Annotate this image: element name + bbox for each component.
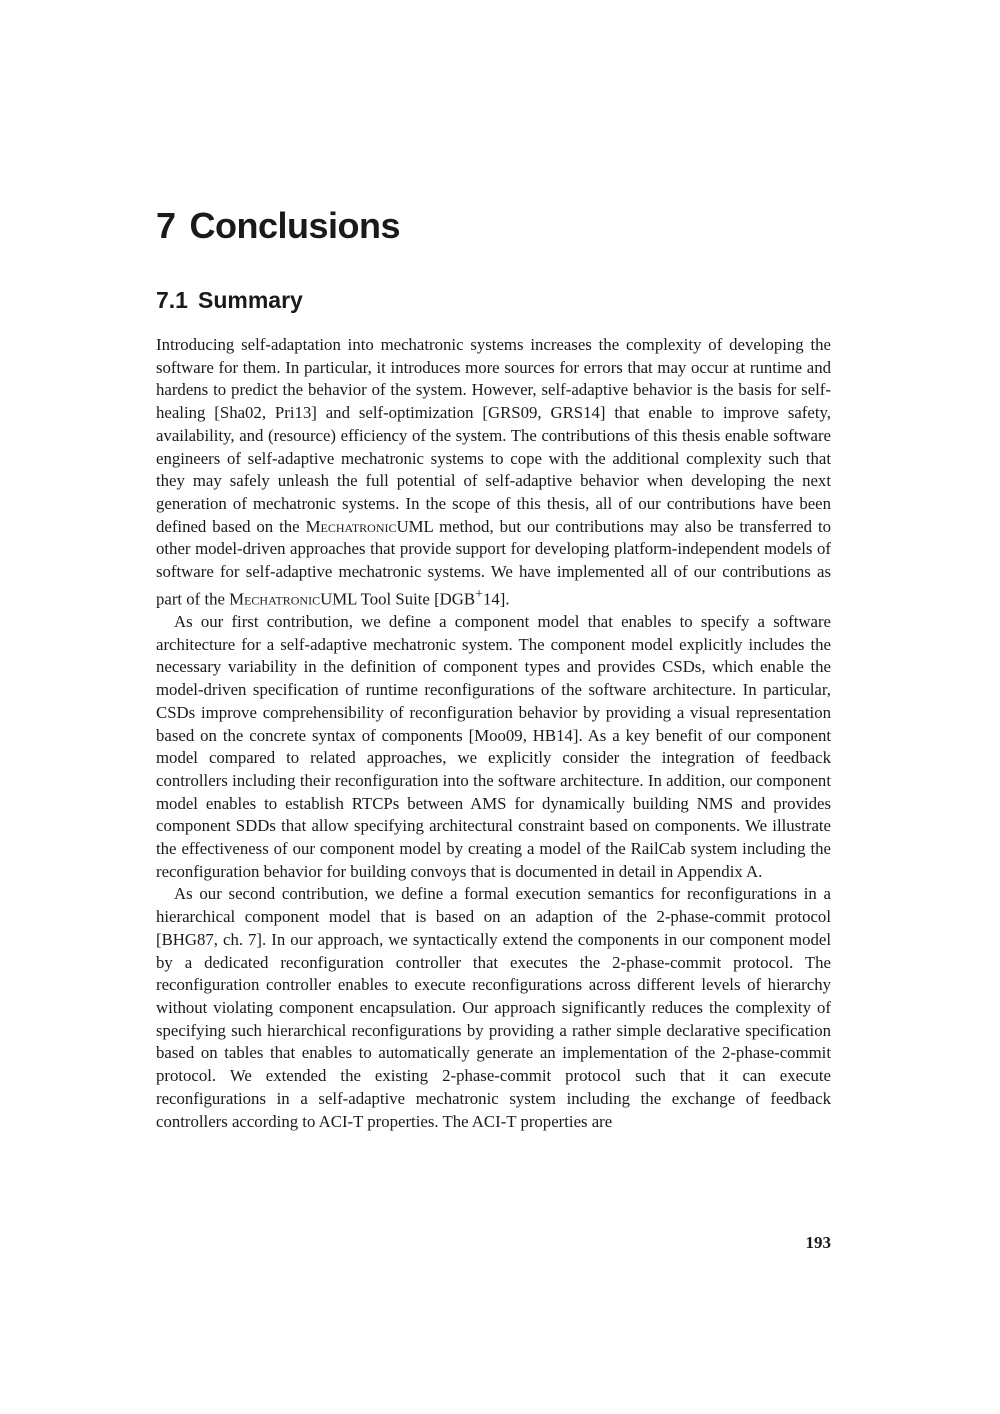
- paragraph-3: As our second contribution, we define a formal execution semantics for reconfigurations in a hierarchical component model that is based on an adaption of the 2-phase-commit protocol [BHG87, ch. 7]. In our approach, we syntactically extend the components in our component model by a dedicated reconfiguration controller that executes the 2-phase-commit protocol. The reconfiguration controller enables to execute reconfigurations across different levels of hierarchy without violating component encapsulation. Our approach significantly reduces the complexity of specifying such hierarchical reconfigurations by providing a rather simple declarative specification based on tables that enables to automatically generate an implementation of the 2-phase-commit protocol. We extended the existing 2-phase-commit protocol such that it can execute reconfigurations in a self-adaptive mechatronic system including the exchange of feedback controllers according to ACI-T properties. The ACI-T properties are: [156, 884, 831, 1131]
- mechatronicuml-suffix-2: UML: [320, 589, 357, 609]
- body-text: [156, 334, 831, 1133]
- citation-superscript: +: [475, 586, 483, 602]
- chapter-title: Conclusions: [189, 205, 401, 246]
- paragraph-1-text-d: 14].: [482, 589, 510, 609]
- chapter-heading: [156, 205, 400, 247]
- section-number: 7.1: [156, 287, 188, 313]
- page-number: 193: [805, 1233, 831, 1252]
- mechatronicuml-name-2: Mechatronic: [229, 589, 321, 609]
- chapter-number: 7: [156, 205, 176, 246]
- mechatronicuml-name: Mechatronic: [305, 516, 397, 536]
- paragraph-1-text-b: method, but our contributions may also be transferred to other model-driven approaches that provide support for developing platform-independent models of software for self-adaptive mechatronic systems. We have implemented all of our contributions as part of the: [156, 516, 831, 609]
- paragraph-1-text-c: Tool Suite [DGB: [356, 589, 476, 609]
- section-heading: [156, 287, 303, 314]
- mechatronicuml-suffix: UML: [396, 516, 434, 536]
- paragraph-1-text-a: Introducing self-adaptation into mechatronic systems increases the complexity of developing the software for them. In particular, it introduces more sources for errors that may occur at runtime and hardens to predict the behavior of the system. However, self-adaptive behavior is the basis for self-healing [Sha02, Pri13] and self-optimization [GRS09, GRS14] that enable to improve safety, availability, and (resource) efficiency of the system. The contributions of this thesis enable software engineers of self-adaptive mechatronic systems to cope with the additional complexity such that they may safely unleash the full potential of self-adaptive behavior when developing the next generation of mechatronic systems. In the scope of this thesis, all of our contributions have been defined based on the: [156, 335, 831, 536]
- paragraph-1: [156, 334, 831, 611]
- paragraph-2: As our first contribution, we define a component model that enables to specify a software architecture for a self-adaptive mechatronic system. The component model explicitly includes the necessary variability in the definition of component types and provides CSDs, which enable the model-driven specification of runtime reconfigurations of the software architecture. In particular, CSDs improve comprehensibility of reconfiguration behavior by providing a visual representation based on the concrete syntax of components [Moo09, HB14]. As a key benefit of our component model compared to related approaches, we explicitly consider the integration of feedback controllers including their reconfiguration into the software architecture. In addition, our component model enables to establish RTCPs between AMS for dynamically building NMS and provides component SDDs that allow specifying architectural constraint based on components. We illustrate the effectiveness of our component model by creating a model of the RailCab system including the reconfiguration behavior for building convoys that is documented in detail in Appendix A.: [156, 612, 831, 881]
- section-title: Summary: [197, 287, 303, 313]
